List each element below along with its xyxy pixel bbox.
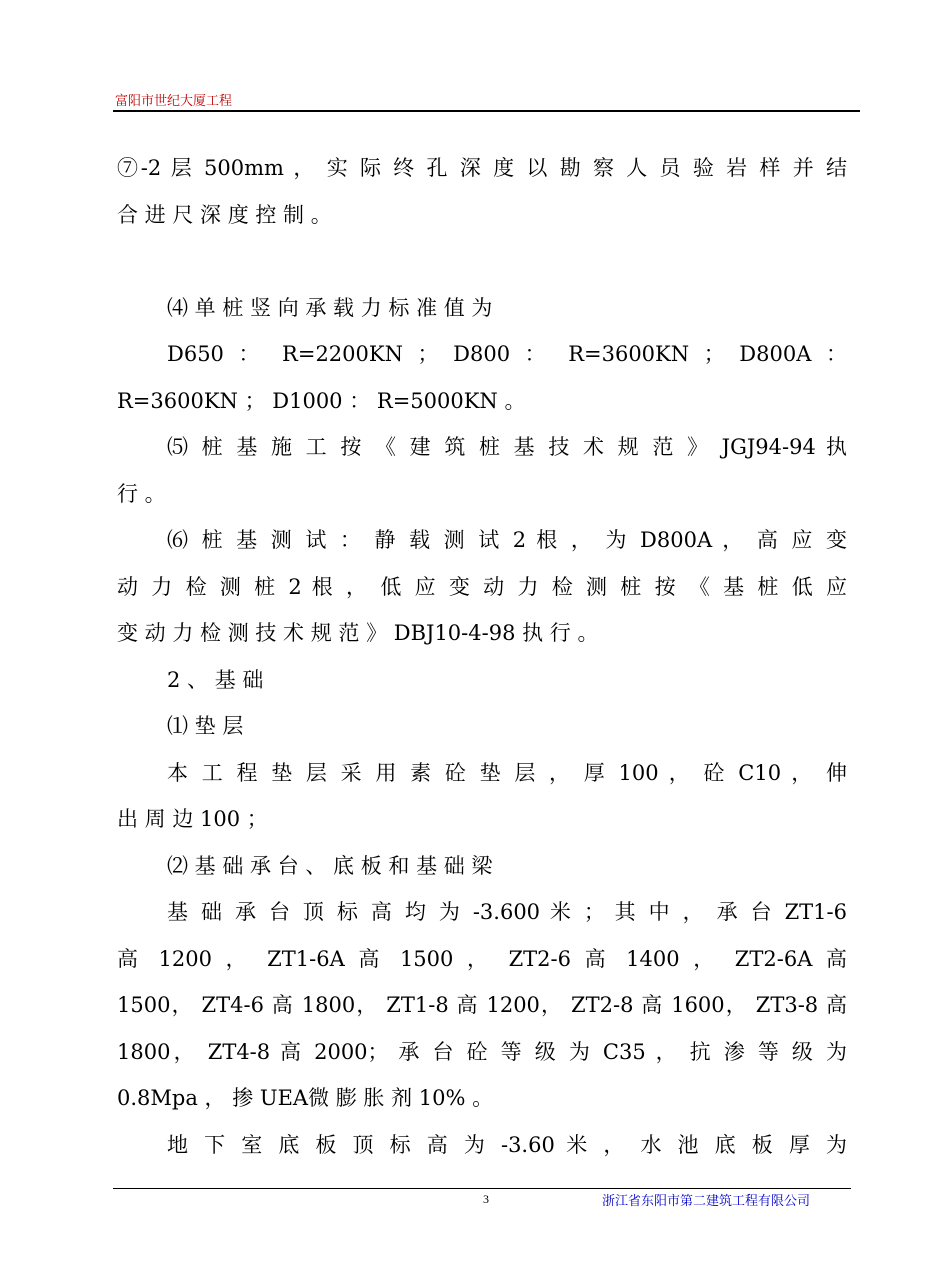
paragraph-gap: [117, 238, 847, 285]
body-line: 合 进 尺 深 度 控 制 。: [117, 202, 332, 227]
body-line: 出 周 边 100 ；: [117, 807, 268, 831]
document-body: [117, 145, 847, 1168]
header-project-title: 富阳市世纪大厦工程: [115, 94, 233, 109]
body-line: 1500， ZT4-6 高 1800， ZT1-8 高 1200， ZT2-8 高 1600， ZT3-8 高: [117, 993, 847, 1017]
subsection-heading: ⑴ 垫 层: [167, 714, 244, 738]
subsection-heading: ⑵ 基 础 承 台 、 底 板 和 基 础 梁: [167, 853, 493, 878]
section-heading: 2 、 基 础: [167, 667, 264, 692]
body-line: 基 础 承 台 顶 标 高 均 为 -3.600 米 ； 其 中 ， 承 台 ZT1-6: [167, 900, 847, 924]
body-line: 本 工 程 垫 层 采 用 素 砼 垫 层 ， 厚 100 ， 砼 C10 ， 伸: [167, 760, 847, 785]
body-line: R=3600KN ； D1000 ： R=5000KN 。: [117, 388, 526, 413]
header-divider: [113, 110, 860, 112]
body-line: 动 力 检 测 桩 2 根 ， 低 应 变 动 力 检 测 桩 按 《 基 桩 低 应: [117, 574, 847, 599]
page-number: 3: [483, 1192, 489, 1206]
body-line: ⑹ 桩 基 测 试 ： 静 载 测 试 2 根 ， 为 D800A ， 高 应 变: [167, 528, 847, 552]
body-line: 1800， ZT4-8 高 2000； 承 台 砼 等 级 为 C35 ， 抗 渗 等 级 为: [117, 1039, 847, 1064]
body-line: ⑷ 单 桩 竖 向 承 载 力 标 准 值 为: [167, 295, 493, 320]
body-line: 变 动 力 检 测 技 术 规 范 》 DBJ10-4-98 执 行 。: [117, 621, 599, 645]
body-line: ⑦-2 层 500mm ， 实 际 终 孔 深 度 以 勘 察 人 员 验 岩 样 并 结: [117, 156, 847, 180]
body-line: D650 ： R=2200KN ； D800 ： R=3600KN ； D800A ：: [167, 342, 847, 366]
footer-company-name: 浙江省东阳市第二建筑工程有限公司: [602, 1194, 811, 1209]
body-line: 行 。: [117, 481, 166, 506]
body-line: 高 1200 ， ZT1-6A 高 1500 ， ZT2-6 高 1400 ， ZT2-6A 高: [117, 946, 847, 971]
body-line: ⑸ 桩 基 施 工 按 《 建 筑 桩 基 技 术 规 范 》 JGJ94-94 执: [167, 435, 847, 459]
footer-divider: [113, 1188, 851, 1189]
body-line: 0.8Mpa ， 掺 UEA微 膨 胀 剂 10% 。: [117, 1086, 494, 1110]
body-line: 地 下 室 底 板 顶 标 高 为 -3.60 米 ， 水 池 底 板 厚 为: [167, 1132, 847, 1157]
